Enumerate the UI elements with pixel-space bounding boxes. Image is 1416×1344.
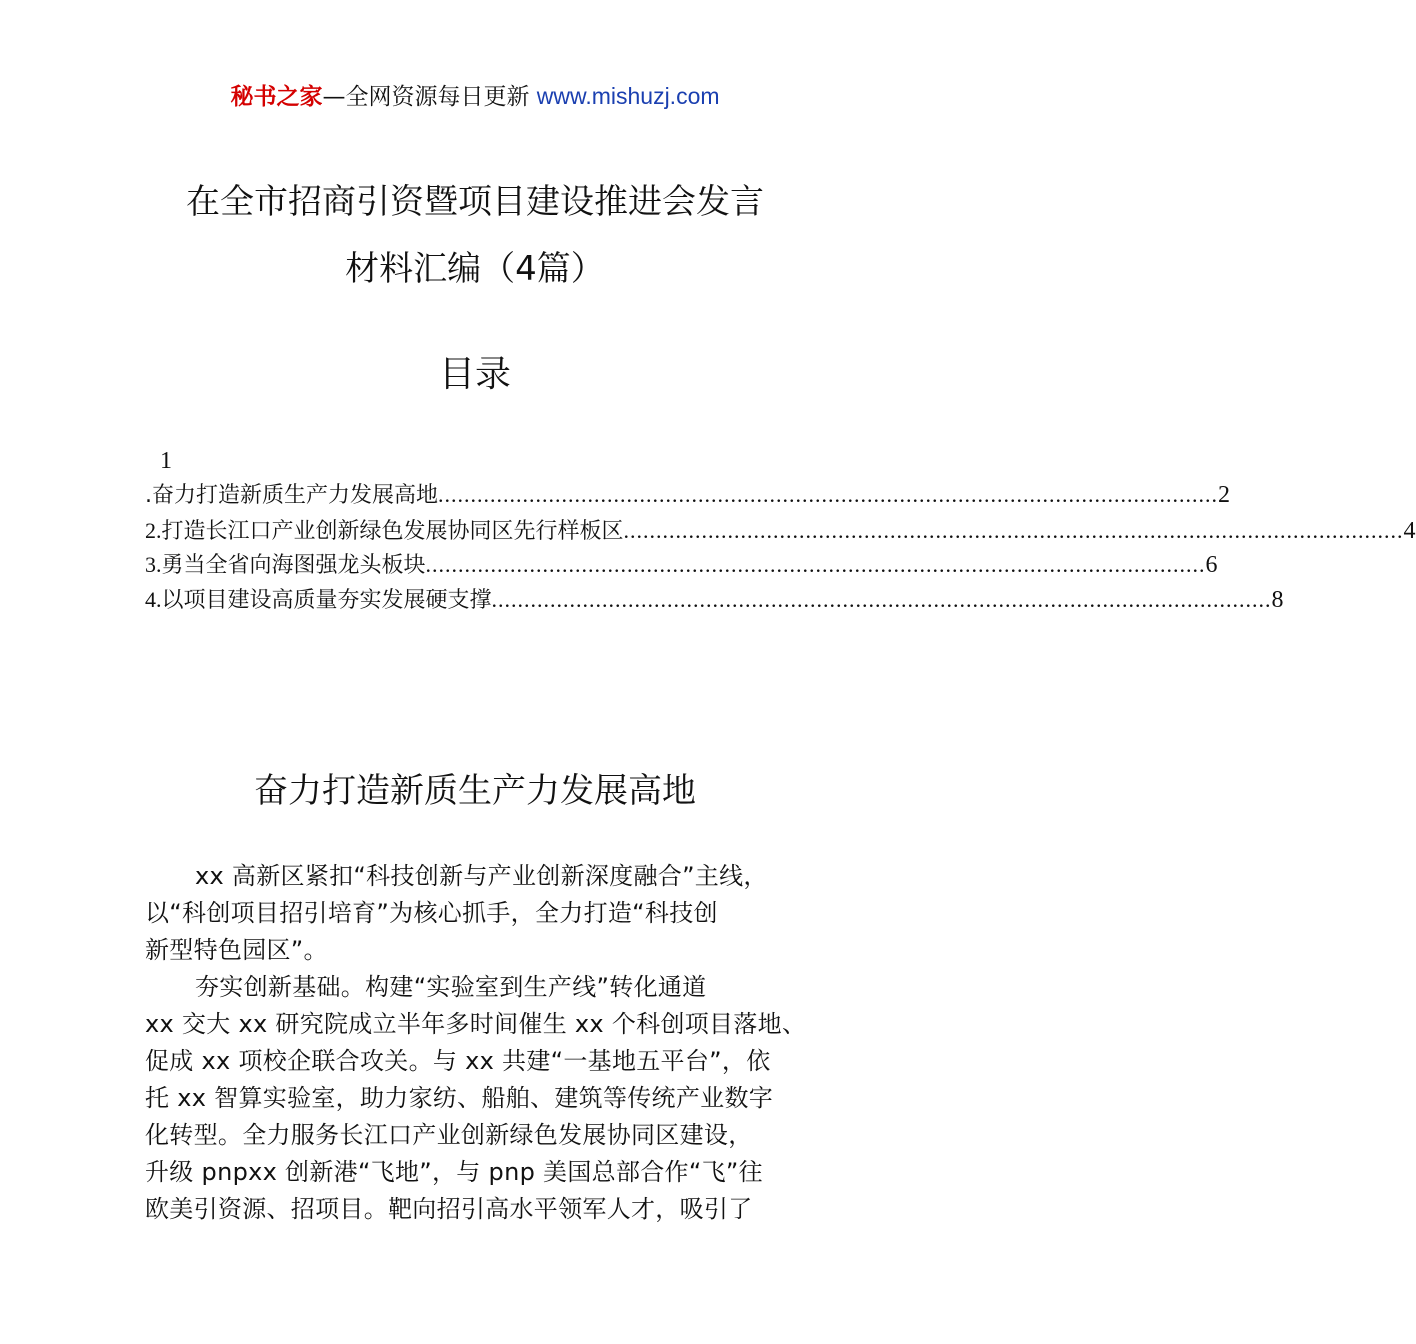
toc-leader-dots: ........................................................................................................................ xyxy=(491,587,1272,612)
toc-first-number: 1 xyxy=(160,448,172,474)
body-line: 夯实创新基础。构建“实验室到生产线”转化通道 xyxy=(195,973,707,1001)
banner-slogan: —全网资源每日更新 xyxy=(322,84,537,110)
toc-leader-dots: ........................................................................................................................ xyxy=(438,482,1218,507)
toc-leader-dots: ........................................................................................................................ xyxy=(623,518,1404,543)
body-line: xx 交大 xx 研究院成立半年多时间催生 xx 个科创项目落地、 xyxy=(145,1010,807,1038)
toc-entry-1[interactable] xyxy=(145,478,1230,512)
toc-entry-3[interactable] xyxy=(145,548,1218,582)
banner-brand: 秘书之家 xyxy=(230,84,323,110)
body-line: 升级 pnpxx 创新港“飞地”，与 pnp 美国总部合作“飞”往 xyxy=(145,1158,763,1186)
body-line: 欧美引资源、招项目。靶向招引高水平领军人才，吸引了 xyxy=(145,1195,753,1223)
body-line: xx 高新区紧扣“科技创新与产业创新深度融合”主线， xyxy=(195,862,768,890)
toc-entry-2[interactable] xyxy=(145,514,1416,548)
toc-entry-4[interactable] xyxy=(145,583,1284,617)
toc-leader-dots: ........................................................................................................................ xyxy=(425,552,1206,577)
toc-page-number: 6 xyxy=(1205,552,1218,578)
body-line: 新型特色园区”。 xyxy=(145,936,328,964)
banner-url-link[interactable]: www.mishuzj.com xyxy=(536,83,720,109)
toc-heading: 目录 xyxy=(438,354,511,395)
toc-page-number: 2 xyxy=(1218,482,1230,508)
toc-page-number: 4 xyxy=(1403,518,1416,544)
toc-entry-label: 2.打造长江口产业创新绿色发展协同区先行样板区 xyxy=(145,518,624,544)
toc-entry-label: .奋力打造新质生产力发展高地 xyxy=(145,483,438,508)
body-line: 以“科创项目招引培育”为核心抓手，全力打造“科技创 xyxy=(145,899,718,927)
body-line: 化转型。全力服务长江口产业创新绿色发展协同区建设， xyxy=(145,1121,753,1149)
toc-entry-label: 3.勇当全省向海图强龙头板块 xyxy=(145,552,426,578)
toc-entry-label: 4.以项目建设高质量夯实发展硬支撑 xyxy=(145,587,492,613)
section-body xyxy=(145,858,845,1228)
section-title: 奋力打造新质生产力发展高地 xyxy=(254,771,696,811)
document-title-line-1: 在全市招商引资暨项目建设推进会发言 xyxy=(186,182,764,222)
site-banner xyxy=(0,80,950,113)
body-line: 促成 xx 项校企联合攻关。与 xx 共建“一基地五平台”，依 xyxy=(145,1047,771,1075)
document-title-line-2: 材料汇编（4篇） xyxy=(345,249,605,289)
body-line: 托 xx 智算实验室，助力家纺、船舶、建筑等传统产业数字 xyxy=(145,1084,774,1112)
toc-page-number: 8 xyxy=(1271,587,1284,613)
